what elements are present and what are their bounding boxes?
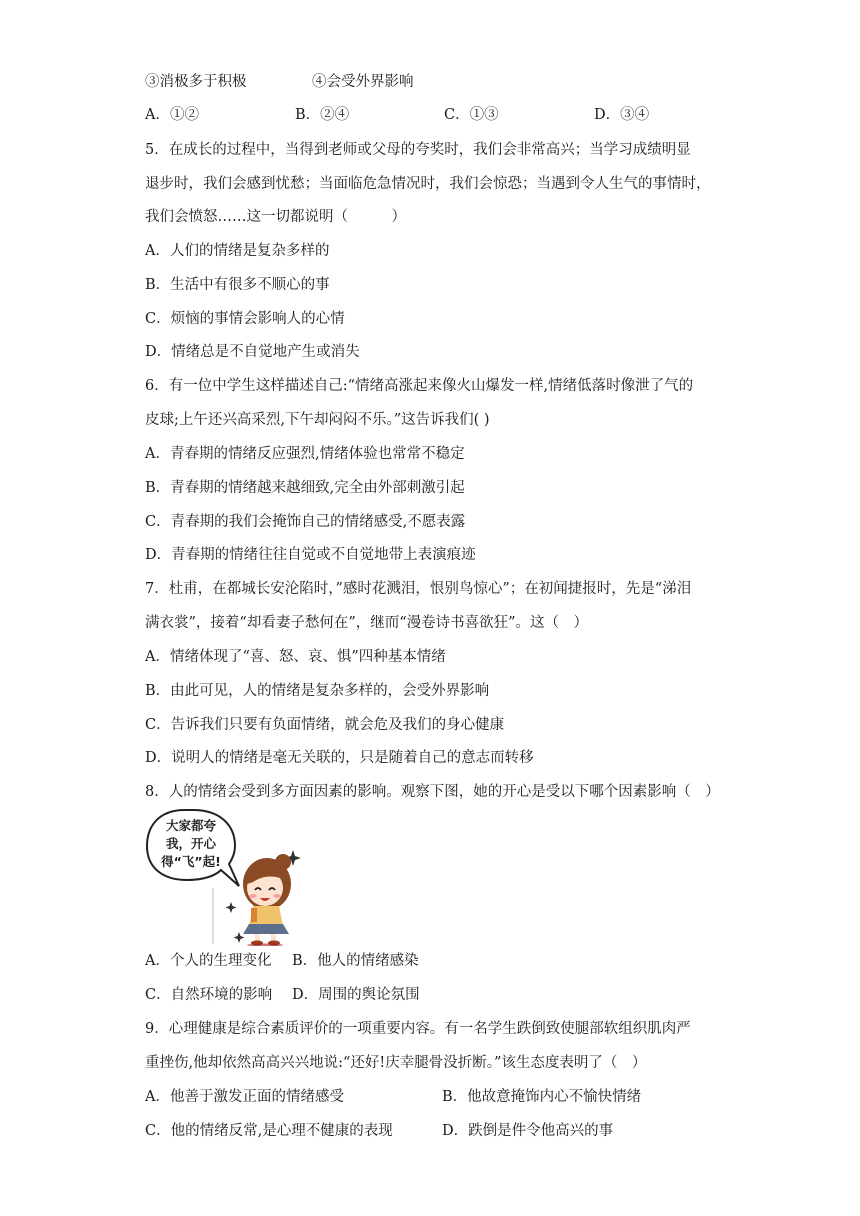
q4-option-c: C．①③ <box>444 107 499 123</box>
q9-option-a: A．他善于激发正面的情绪感受 <box>145 1089 344 1105</box>
q8-option-d: D．周围的舆论氛围 <box>292 987 420 1003</box>
q5-option-b: B．生活中有很多不顺心的事 <box>145 277 330 293</box>
q5-option-d: D．情绪总是不自觉地产生或消失 <box>145 344 360 360</box>
q8-option-a: A．个人的生理变化 <box>145 953 272 969</box>
q6-option-b: B．青春期的情绪越来越细致,完全由外部刺激引起 <box>145 480 465 496</box>
q6-stem-line-1: 6．有一位中学生这样描述自己:“情绪高涨起来像火山爆发一样,情绪低落时像泄了气的 <box>145 378 694 394</box>
q9-option-c: C．他的情绪反常,是心理不健康的表现 <box>145 1123 393 1139</box>
q5-stem-line-3: 我们会愤怒……这一切都说明（ ） <box>145 209 406 225</box>
q8-option-b: B．他人的情绪感染 <box>292 953 419 969</box>
q9-option-d: D．跌倒是件令他高兴的事 <box>442 1123 614 1139</box>
q7-option-c: C．告诉我们只要有负面情绪，就会危及我们的身心健康 <box>145 717 505 733</box>
q7-option-d: D．说明人的情绪是毫无关联的，只是随着自己的意志而转移 <box>145 750 534 766</box>
q8-option-c: C．自然环境的影响 <box>145 987 273 1003</box>
bubble-line-1: 大家都夸 <box>165 818 217 833</box>
bubble-line-2: 我，开心 <box>165 836 217 851</box>
q4-option-a: A．①② <box>145 107 199 123</box>
q5-option-a: A．人们的情绪是复杂多样的 <box>145 243 330 259</box>
q4-item-3: ③消极多于积极 <box>145 74 247 90</box>
q5-stem-line-2: 退步时，我们会感到忧愁；当面临危急情况时，我们会惊恐；当遇到令人生气的事情时， <box>145 176 711 192</box>
q6-stem-line-2: 皮球;上午还兴高采烈,下午却闷闷不乐。”这告诉我们( ) <box>145 412 490 428</box>
q6-option-c: C．青春期的我们会掩饰自己的情绪感受,不愿表露 <box>145 514 466 530</box>
q4-option-b: B．②④ <box>295 107 350 123</box>
q9-stem-line-2: 重挫伤,他却依然高高兴兴地说:“还好!庆幸腿骨没折断。”该生态度表明了（ ） <box>145 1055 647 1071</box>
q5-stem-line-1: 5．在成长的过程中，当得到老师或父母的夸奖时，我们会非常高兴；当学习成绩明显 <box>145 142 691 158</box>
q6-option-a: A．青春期的情绪反应强烈,情绪体验也常常不稳定 <box>145 446 465 462</box>
bubble-line-3: 得“飞”起! <box>161 854 221 869</box>
q7-option-a: A．情绪体现了“喜、怒、哀、惧”四种基本情绪 <box>145 649 446 665</box>
q4-item-4: ④会受外界影响 <box>312 74 414 90</box>
q9-option-b: B．他故意掩饰内心不愉快情绪 <box>442 1089 642 1105</box>
q7-stem-line-2: 满衣裳”，接着“却看妻子愁何在”，继而“漫卷诗书喜欲狂”。这（ ） <box>145 615 589 631</box>
q5-option-c: C．烦恼的事情会影响人的心情 <box>145 311 345 327</box>
q8-stem: 8．人的情绪会受到多方面因素的影响。观察下图，她的开心是受以下哪个因素影响（ ） <box>145 784 720 800</box>
q7-option-b: B．由此可见，人的情绪是复杂多样的，会受外界影响 <box>145 683 490 699</box>
q9-stem-line-1: 9．心理健康是综合素质评价的一项重要内容。有一名学生跌倒致使腿部软组织肌肉严 <box>145 1021 691 1037</box>
q7-stem-line-1: 7．杜甫，在都城长安沦陷时，”感时花溅泪，恨别鸟惊心”；在初闻捷报时，先是“涕泪 <box>145 581 692 597</box>
happy-girl-illustration <box>145 806 315 946</box>
q6-option-d: D．青春期的情绪往往自觉或不自觉地带上表演痕迹 <box>145 547 476 563</box>
q4-option-d: D．③④ <box>594 107 650 123</box>
